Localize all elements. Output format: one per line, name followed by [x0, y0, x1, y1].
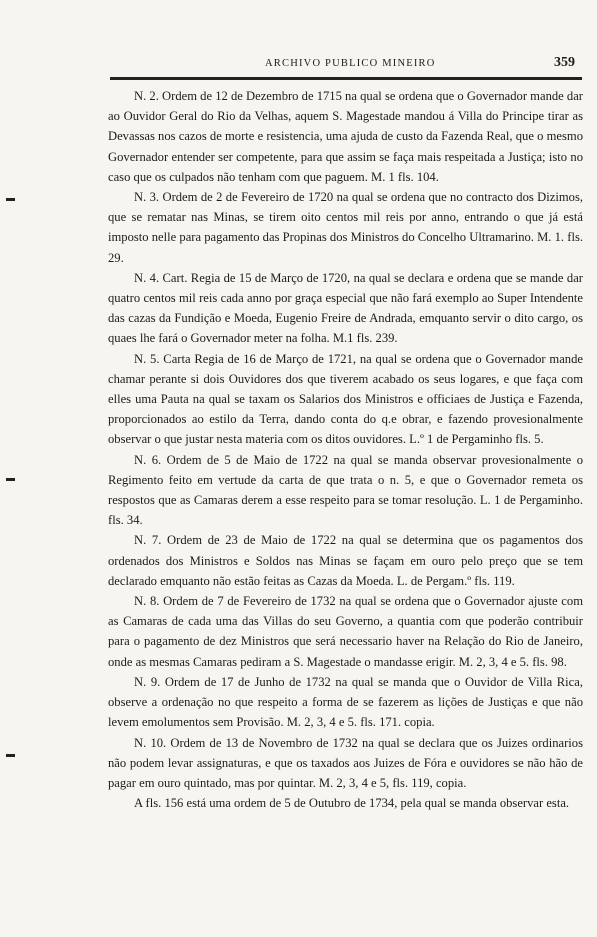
page-number: 359 [554, 55, 575, 70]
paragraph-n4: N. 4. Cart. Regia de 15 de Março de 1720, na qual se declara e ordena que se mande dar quatro centos mil reis cada anno por graça especial que não fará exemplo ao Super Intendente das cazas da Fundição e Moeda, Eugenio Freire de Andrada, emquanto servir o dito cargo, os quaes lhe fará o Governador meter na folha. M.1 fls. 239. [108, 270, 583, 346]
paragraph-n2: N. 2. Ordem de 12 de Dezembro de 1715 na qual se ordena que o Governador mande dar ao Ouvidor Geral do Rio da Velhas, aquem S. Magestade mandou á Villa do Principe tirar as Devassas nos cazos de morte e resistencia, uma ajuda de custo da Fazenda Real, que o mesmo Governador entender ser competente, para que assim se faça mais respeitada a Justiça; isto no caso que os culpados não tenham com que paguem. M. 1 fls. 104. [108, 89, 583, 184]
document-body [108, 86, 583, 813]
paragraph-n8: N. 8. Ordem de 7 de Fevereiro de 1732 na qual se ordena que o Governador ajuste com as Camaras de cada uma das Villas do seu Governo, a quantia com que poderão contribuir para o pagamento de dez Ministros que será necessario haver na Relação do Rio de Janeiro, onde as mesmas Camaras pediram a S. Magestade o mandasse erigir. M. 2, 3, 4 e 5. fls. 98. [108, 594, 583, 669]
paragraph-n5: N. 5. Carta Regia de 16 de Março de 1721, na qual se ordena que o Governador mande chamar perante si dois Ouvidores dos que tiverem acabado os seus logares, e que faça com elles uma Pauta na qual se taxam os Salarios dos Ministros e officiaes de Justiça e Fazenda, proporcionados ao estilo da Terra, dando conta do q.e obrar, e fazendo provesionalmente observar o que justar nesta materia com os ditos ouvidores. L.º 1 de Pergaminho fls. 5. [108, 351, 583, 447]
paragraph-n6: N. 6. Ordem de 5 de Maio de 1722 na qual se manda observar provesionalmente o Regimento feito em vertude da carta de que trata o n. 5, e que o Governador remeta os respostos que as Camaras derem a esse respeito para se tomar resolução. L. 1 de Pergaminho. fls. 34. [108, 452, 583, 528]
paragraph-n7: N. 7. Ordem de 23 de Maio de 1722 na qual se determina que os pagamentos dos ordenados dos Ministros e Soldos nas Minas se façam em ouro pelo preço que se tem declarado emquanto não estão feitas as Cazas da Moeda. L. de Pergam.º fls. 119. [108, 533, 583, 588]
binding-mark-bottom [6, 754, 15, 757]
binding-mark-middle [6, 478, 15, 481]
running-title: ARCHIVO PUBLICO MINEIRO [265, 58, 436, 69]
paragraph-n10: N. 10. Ordem de 13 de Novembro de 1732 na qual se declara que os Juizes ordinarios não podem levar assignaturas, e que os taxados aos Juizes de Fóra e ouvidores se não hão de pagar em ouro quintado, mas por quintar. M. 2, 3, 4 e 5, fls. 119, copia. [108, 735, 583, 790]
paragraph-n9: N. 9. Ordem de 17 de Junho de 1732 na qual se manda que o Ouvidor de Villa Rica, observe a ordenação no que respeito a forma de se fazerem as lições de Justiças e que não levem emolumentos sem Provisão. M. 2, 3, 4 e 5. fls. 171. copia. [108, 674, 583, 730]
paragraph-note: A fls. 156 está uma ordem de 5 de Outubro de 1734, pela qual se manda observar esta. [134, 796, 570, 811]
binding-mark-top [6, 198, 15, 201]
paragraph-n3: N. 3. Ordem de 2 de Fevereiro de 1720 na qual se ordena que no contracto dos Dizimos, que se rematar nas Minas, se tirem oito centos mil reis por anno, entrando o que já está imposto nelle para pagamento das Propinas dos Ministros do Concelho Ultramarino. M. 1. fls. 29. [108, 190, 583, 265]
header-rule [110, 77, 582, 80]
page-header [110, 56, 575, 76]
